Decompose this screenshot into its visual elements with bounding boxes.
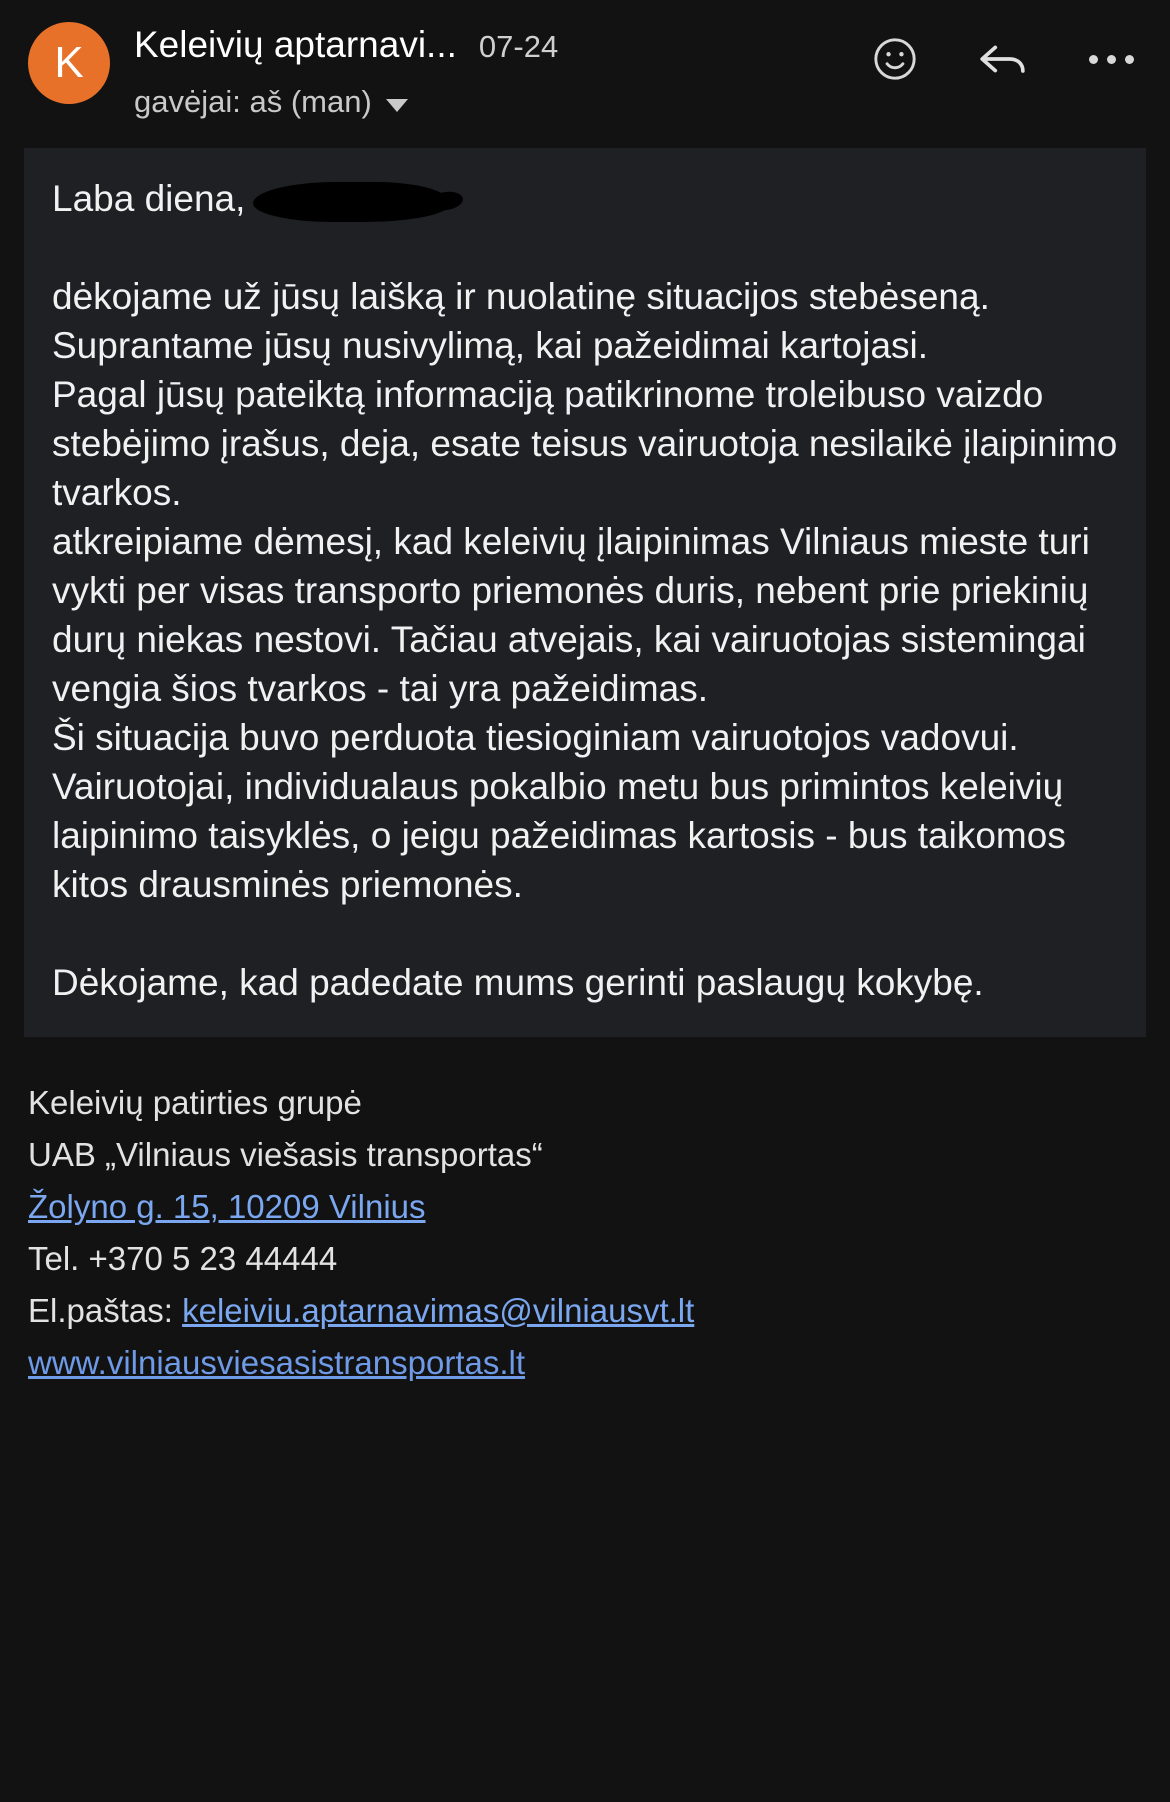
- signature-email-row: [28, 1285, 1142, 1337]
- body-paragraph: atkreipiame dėmesį, kad keleivių įlaipinimas Vilniaus mieste turi vykti per visas transporto priemonės duris, nebent prie priekinių durų niekas nestovi. Tačiau atvejais, kai vairuotojas sistemingai vengia šios tvarkos - tai yra pažeidimas.: [52, 521, 1090, 709]
- reply-arrow-icon[interactable]: [976, 32, 1030, 86]
- body-closing: Dėkojame, kad padedate mums gerinti paslaugų kokybę.: [52, 962, 984, 1003]
- email-link[interactable]: keleiviu.aptarnavimas@vilniausvt.lt: [182, 1292, 695, 1329]
- subject-row: [134, 24, 868, 66]
- body-spacer: [52, 909, 1118, 958]
- signature-phone: Tel. +370 5 23 44444: [28, 1240, 338, 1277]
- chevron-down-icon[interactable]: [386, 99, 408, 112]
- header-text-block: [110, 18, 868, 120]
- body-paragraph: Ši situacija buvo perduota tiesioginiam vairuotojos vadovui. Vairuotojai, individualaus pokalbio metu bus primintos keleivių laipinimo taisyklės, o jeigu pažeidimas kartosis - bus taikomos kitos drausminės priemonės.: [52, 717, 1066, 905]
- recipients-label: gavėjai: aš (man): [134, 84, 372, 119]
- email-label: El.paštas:: [28, 1292, 173, 1329]
- email-signature: [0, 1037, 1170, 1389]
- signature-website-row[interactable]: [28, 1337, 1142, 1389]
- address-link-text[interactable]: Žolyno g. 15, 10209 Vilnius: [28, 1188, 426, 1225]
- signature-address-link[interactable]: [28, 1181, 1142, 1233]
- signature-company: UAB „Vilniaus viešasis transportas“: [28, 1136, 543, 1173]
- body-paragraph: Pagal jūsų pateiktą informaciją patikrinome troleibuso vaizdo stebėjimo įrašus, deja, esate teisus vairuotoja nesilaikė įlaipinimo tvarkos.: [52, 374, 1118, 513]
- email-header: [0, 0, 1170, 148]
- email-body: [24, 148, 1146, 1037]
- more-options-icon[interactable]: [1084, 32, 1138, 86]
- greeting-line: [52, 174, 1118, 223]
- email-date: 07-24: [478, 29, 559, 64]
- body-paragraph: dėkojame už jūsų laišką ir nuolatinę situacijos stebėseną. Suprantame jūsų nusivylimą, kai pažeidimai kartojasi.: [52, 276, 990, 366]
- website-link[interactable]: www.vilniausviesasistransportas.lt: [28, 1344, 526, 1381]
- recipients-row[interactable]: [134, 84, 868, 120]
- smiley-face-icon[interactable]: [868, 32, 922, 86]
- redaction-mark: [253, 182, 449, 222]
- body-spacer: [52, 223, 1118, 272]
- greeting-text: Laba diena,: [52, 178, 246, 219]
- header-actions: [868, 18, 1142, 86]
- avatar: K: [28, 22, 110, 104]
- signature-team: Keleivių patirties grupė: [28, 1084, 362, 1121]
- email-subject: Keleivių aptarnavi...: [134, 24, 457, 65]
